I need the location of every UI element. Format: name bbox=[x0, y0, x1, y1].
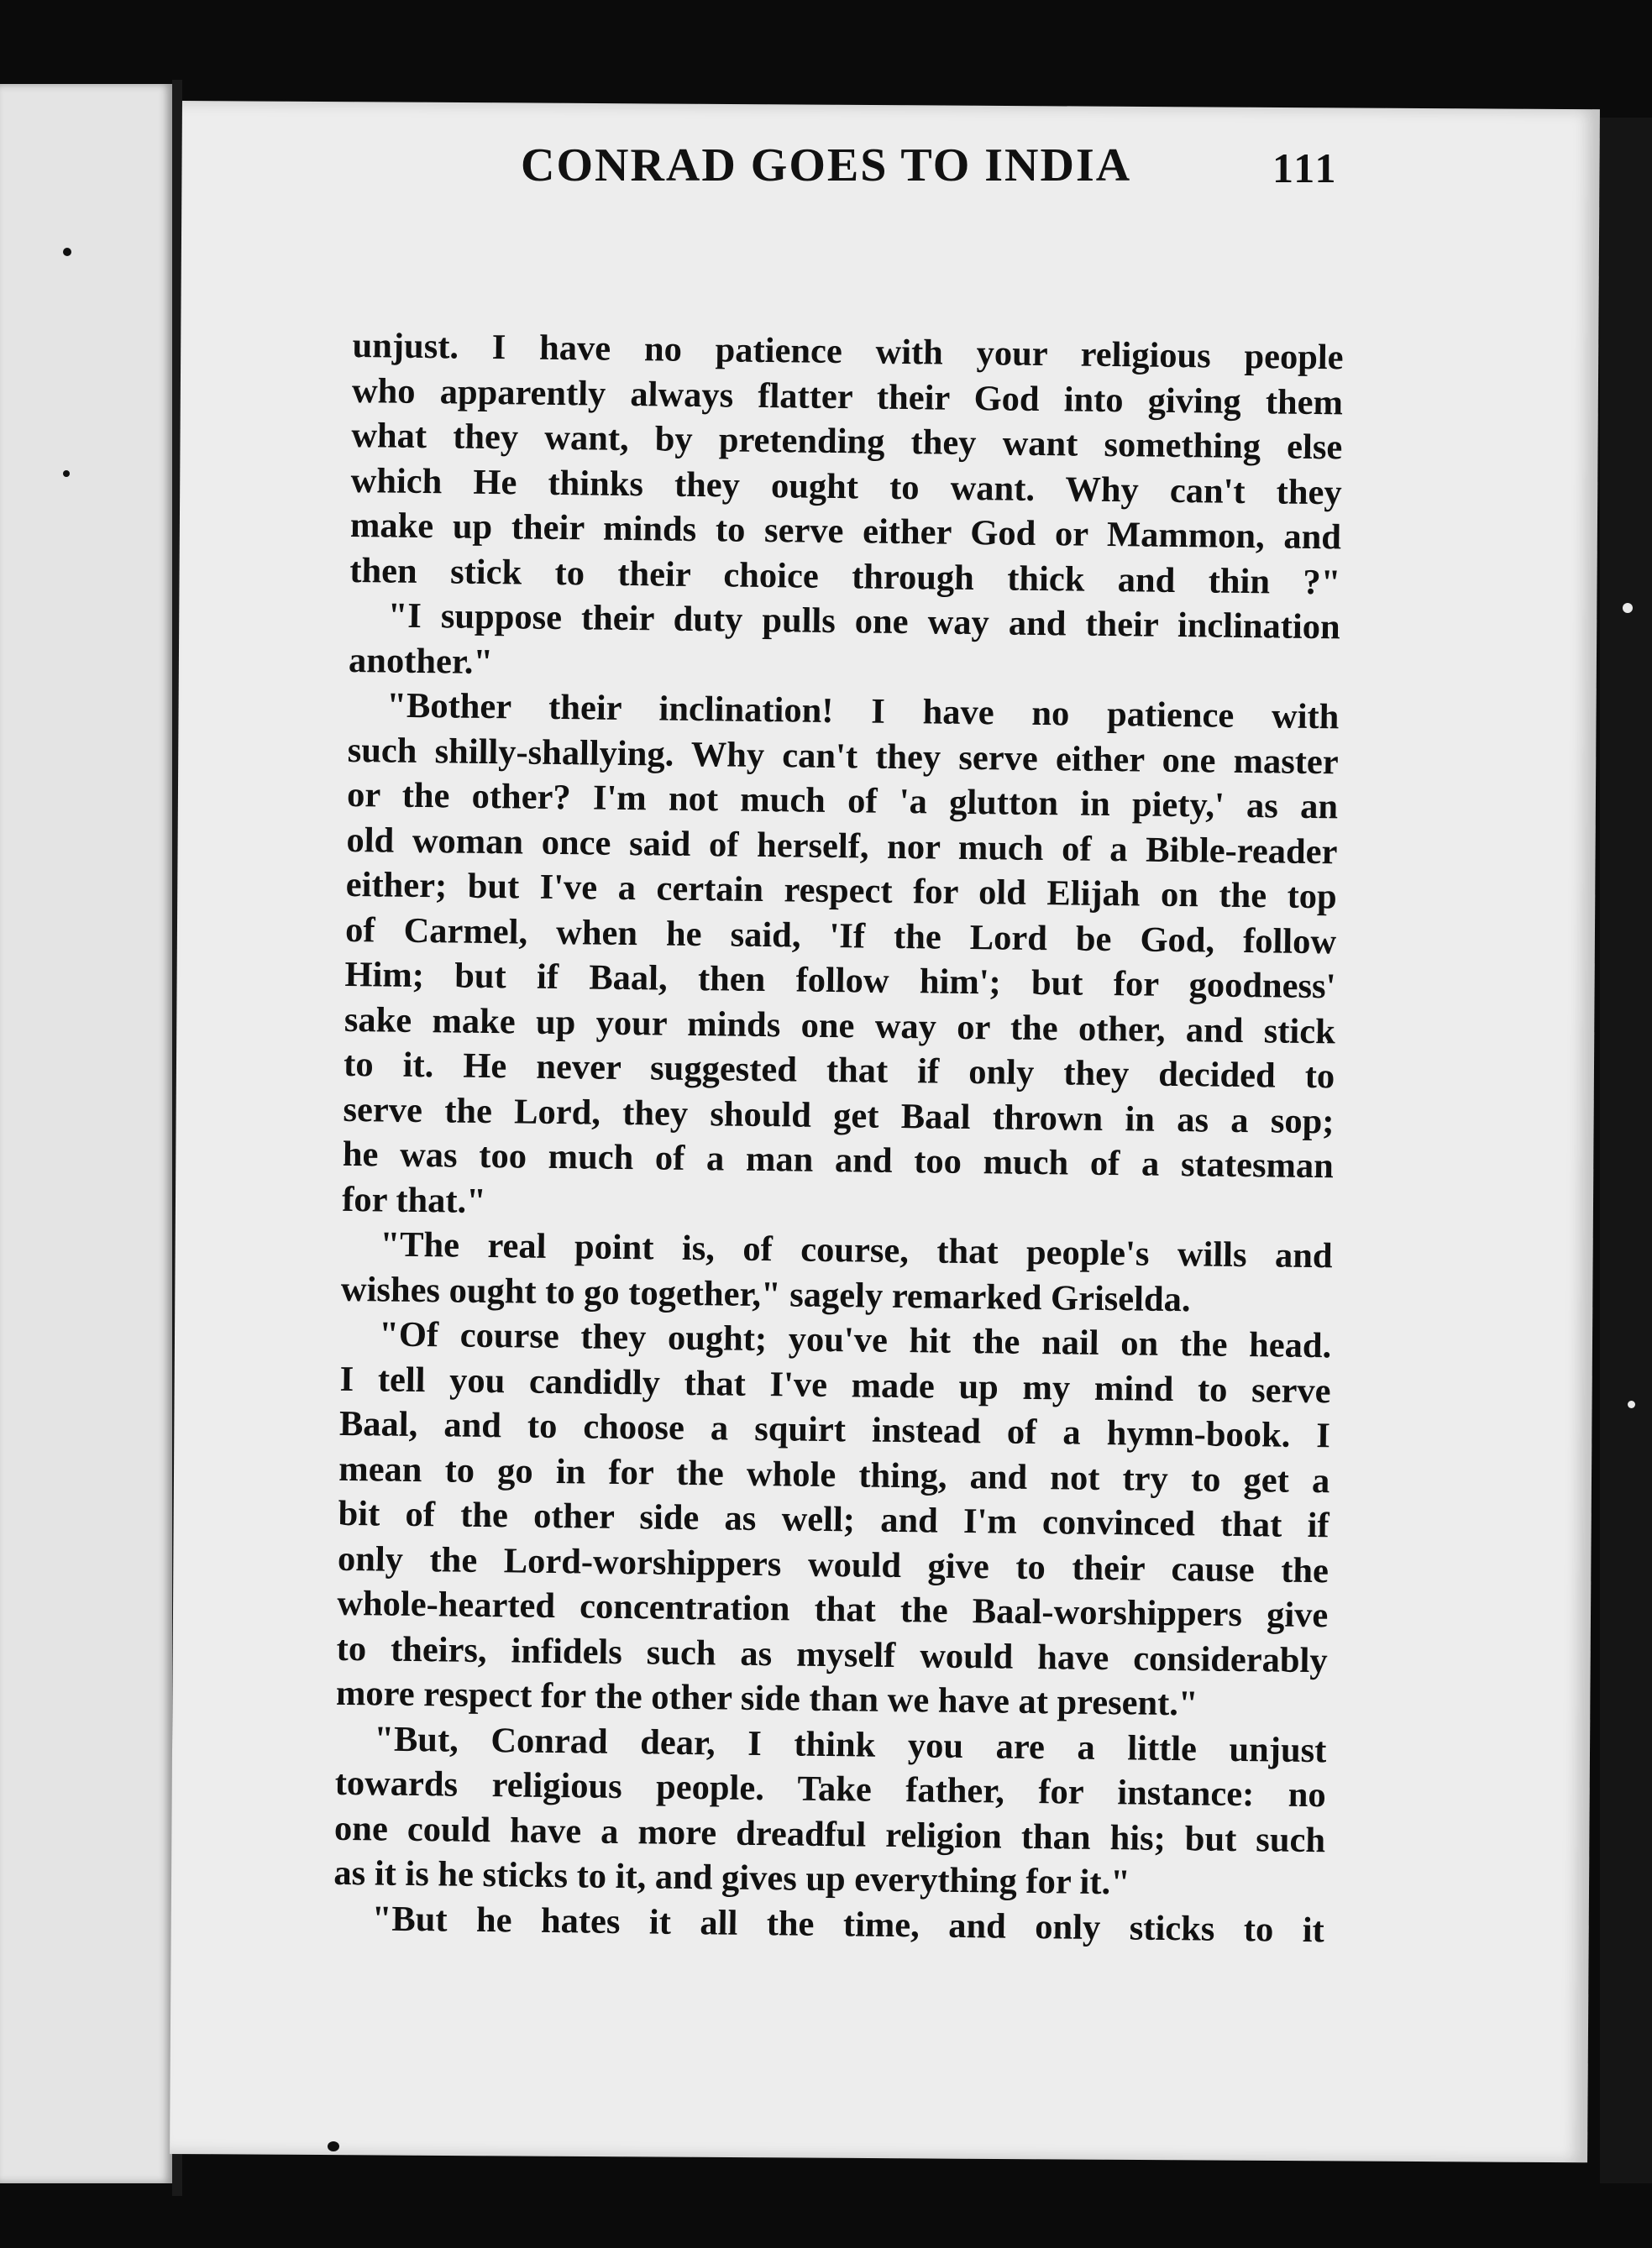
text-line: what they want, by pretending they want something else bbox=[351, 415, 1343, 468]
text-line: only the Lord-worshippers would give to their cause the bbox=[337, 1538, 1329, 1590]
text-line: "Bother their inclination! I have no patience with bbox=[386, 685, 1340, 737]
text-line: "The real point is, of course, that people's wills and bbox=[380, 1224, 1333, 1276]
page-edge-shadow bbox=[1600, 118, 1652, 2183]
text-line: for that." bbox=[341, 1179, 487, 1221]
text-line: sake make up your minds one way or the other, and stick bbox=[344, 999, 1336, 1051]
scan-speck bbox=[1623, 603, 1633, 613]
text-line: Baal, and to choose a squirt instead of a hymn-book. I bbox=[338, 1403, 1331, 1456]
page-number: 111 bbox=[1272, 144, 1339, 191]
text-line: make up their minds to serve either God or Mammon, and bbox=[349, 505, 1342, 558]
text-line: either; but I've a certain respect for old Elijah on the top bbox=[345, 864, 1338, 917]
ink-speck bbox=[63, 248, 71, 256]
text-line: as it is he sticks to it, and gives up everything for it." bbox=[333, 1852, 1131, 1903]
text-line: old woman once said of herself, nor much of a Bible-reader bbox=[346, 820, 1338, 872]
text-line: to theirs, infidels such as myself would have considerably bbox=[336, 1628, 1328, 1680]
text-line: such shilly-shallying. Why can't they serve either one master bbox=[347, 730, 1339, 782]
previous-page-edge bbox=[0, 84, 172, 2183]
text-line: "But, Conrad dear, I think you are a little unjust bbox=[374, 1718, 1327, 1770]
text-line: "Of course they ought; you've hit the nail on the head. bbox=[379, 1314, 1332, 1366]
text-line: whole-hearted concentration that the Baal-worshippers give bbox=[337, 1583, 1329, 1636]
text-line: one could have a more dreadful religion than his; but such bbox=[333, 1808, 1326, 1860]
text-line: "I suppose their duty pulls one way and their inclination bbox=[387, 595, 1340, 647]
running-title: CONRAD GOES TO INDIA bbox=[521, 139, 1132, 191]
text-line: another." bbox=[348, 640, 494, 682]
text-line: bit of the other side as well; and I'm convinced that if bbox=[338, 1493, 1329, 1546]
text-line: I tell you candidly that I've made up my mind to serve bbox=[339, 1359, 1331, 1411]
text-line: which He thinks they ought to want. Why can't they bbox=[350, 460, 1342, 512]
ink-speck bbox=[63, 470, 70, 477]
running-head bbox=[336, 139, 1344, 206]
body-text bbox=[333, 323, 1343, 1952]
text-line: towards religious people. Take father, for instance: no bbox=[334, 1763, 1326, 1816]
text-line: serve the Lord, they should get Baal thrown in as a sop; bbox=[343, 1089, 1335, 1141]
text-line: then stick to their choice through thick and thin ?" bbox=[349, 550, 1341, 602]
text-line: who apparently always flatter their God into giving them bbox=[351, 370, 1344, 422]
text-line: more respect for the other side than we have at present." bbox=[335, 1673, 1198, 1724]
text-line: of Carmel, when he said, 'If the Lord be God, follow bbox=[344, 909, 1337, 962]
scan-speck bbox=[1628, 1401, 1635, 1408]
text-line: he was too much of a man and too much of a statesman bbox=[342, 1134, 1335, 1187]
text-line: Him; but if Baal, then follow him'; but for goodness' bbox=[344, 954, 1336, 1007]
text-line: wishes ought to go together," sagely remarked Griselda. bbox=[340, 1269, 1191, 1319]
ink-speck bbox=[328, 2141, 339, 2151]
text-line: or the other? I'm not much of 'a glutton in piety,' as an bbox=[346, 774, 1339, 827]
text-line: mean to go in for the whole thing, and not try to get a bbox=[338, 1449, 1330, 1501]
text-line: unjust. I have no patience with your religious people bbox=[352, 325, 1344, 378]
text-line: to it. He never suggested that if only they decided to bbox=[343, 1044, 1335, 1097]
text-line: "But he hates it all the time, and only sticks to it bbox=[371, 1898, 1324, 1950]
